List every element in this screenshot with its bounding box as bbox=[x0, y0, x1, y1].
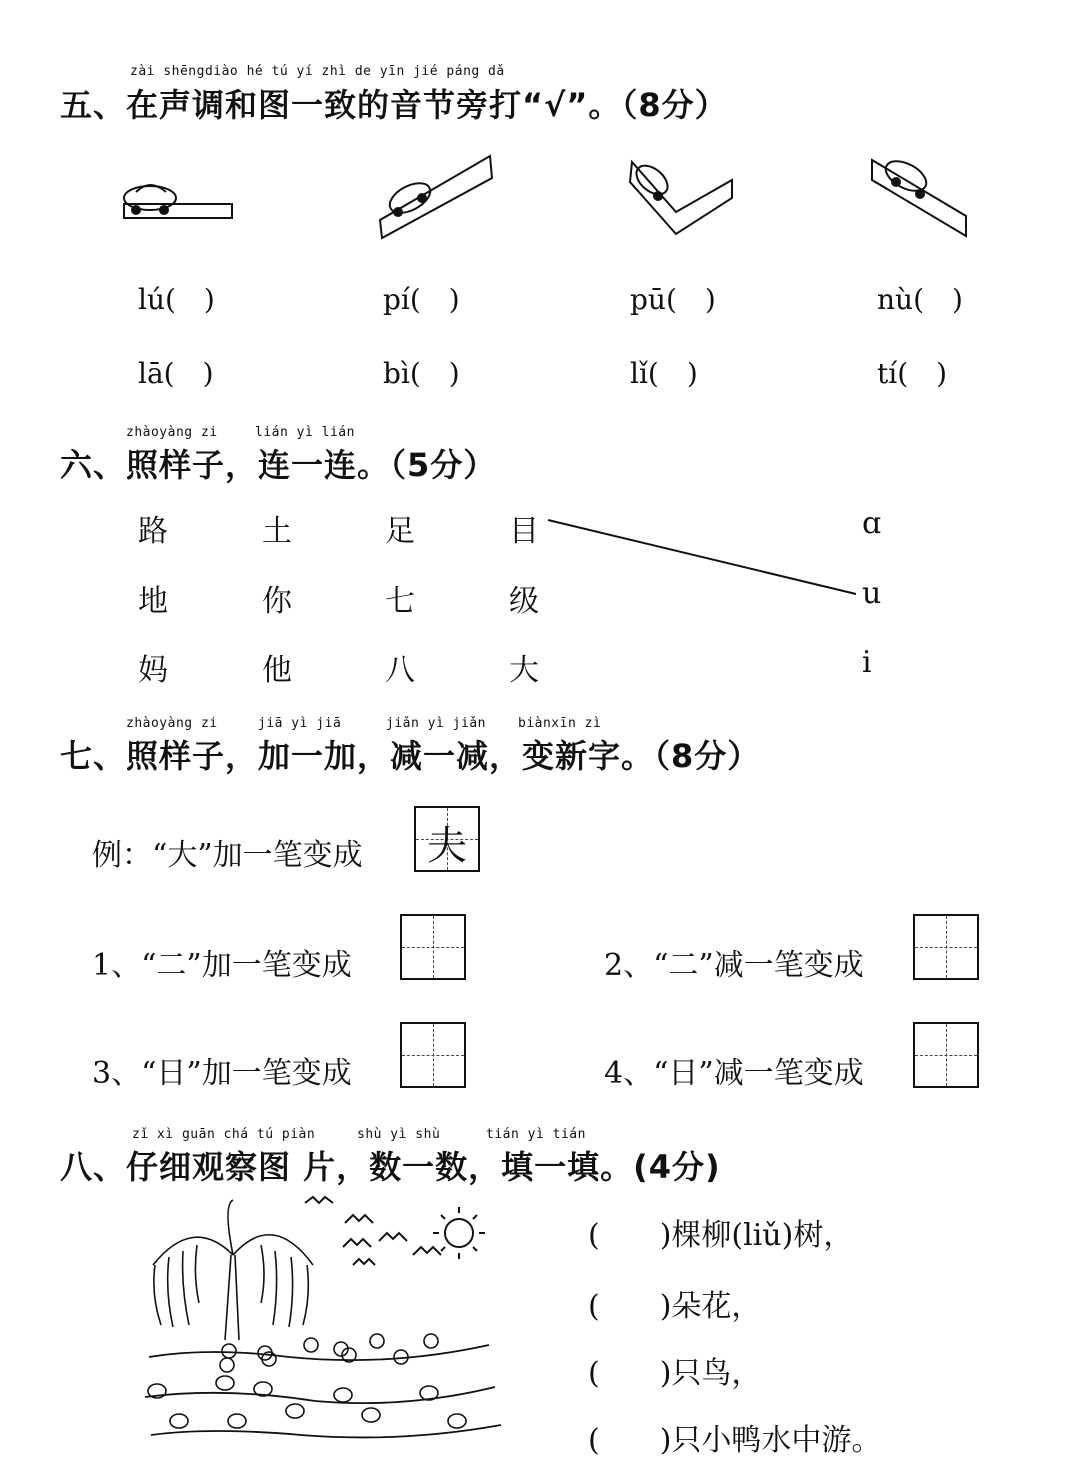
char-ta[interactable]: 他 bbox=[262, 653, 292, 688]
section8-pinyin-b: shù yì shù bbox=[357, 1127, 441, 1142]
section8-pinyin-c: tián yì tián bbox=[486, 1127, 586, 1142]
item3-answer-box[interactable] bbox=[400, 1022, 466, 1088]
item1-line: 1、“二”加一笔变成 bbox=[92, 948, 352, 983]
syllable-lu[interactable]: lú( ) bbox=[138, 283, 215, 316]
syllable-li[interactable]: lǐ( ) bbox=[630, 357, 698, 390]
count-ducks-line[interactable]: ( )只小鸭水中游。 bbox=[588, 1423, 882, 1458]
birds-group bbox=[305, 1197, 441, 1265]
ducks-group bbox=[148, 1376, 466, 1428]
section8-pinyin-a: zǐ xì guān chá tú piàn bbox=[132, 1127, 316, 1142]
char-da[interactable]: 大 bbox=[509, 653, 539, 688]
count-willow-line[interactable]: ( )棵柳(liǔ)树， bbox=[588, 1218, 854, 1253]
tone-pictures bbox=[110, 150, 1010, 260]
count-flowers-line[interactable]: ( )朵花， bbox=[588, 1289, 762, 1324]
section5-pinyin: zài shēngdiào hé tú yí zhì de yīn jié páng dǎ bbox=[130, 64, 505, 79]
char-ba[interactable]: 八 bbox=[385, 653, 415, 688]
rising-road-car-image bbox=[380, 156, 492, 238]
item3-line: 3、“日”加一笔变成 bbox=[92, 1056, 352, 1091]
item1-answer-box[interactable] bbox=[400, 914, 466, 980]
vowel-i[interactable]: i bbox=[862, 645, 872, 680]
section7-pinyin-d: biànxīn zì bbox=[518, 716, 602, 731]
example-line: 例：“大”加一笔变成 bbox=[92, 838, 363, 873]
pond-scene-image bbox=[135, 1185, 505, 1451]
syllable-ti[interactable]: tí( ) bbox=[877, 357, 948, 390]
dip-road-car-image bbox=[630, 160, 732, 234]
char-tu[interactable]: 土 bbox=[262, 514, 292, 549]
section7-pinyin-b: jiā yì jiā bbox=[258, 716, 342, 731]
vowel-u[interactable]: u bbox=[862, 576, 882, 611]
char-ni[interactable]: 你 bbox=[262, 584, 292, 619]
item4-line: 4、“日”减一笔变成 bbox=[604, 1056, 864, 1091]
char-ma[interactable]: 妈 bbox=[138, 653, 168, 688]
syllable-nu[interactable]: nù( ) bbox=[877, 283, 963, 316]
char-qi[interactable]: 七 bbox=[385, 584, 415, 619]
section7-title: 七、照样子，加一加，减一减，变新字。（8分） bbox=[60, 737, 761, 775]
pond-water bbox=[145, 1345, 501, 1437]
syllable-pi[interactable]: pí( ) bbox=[383, 283, 460, 316]
char-zu[interactable]: 足 bbox=[385, 514, 415, 549]
section7-pinyin-a: zhàoyàng zi bbox=[126, 716, 218, 731]
section6-title: 六、照样子，连一连。（5分） bbox=[60, 446, 497, 484]
falling-road-car-image bbox=[872, 155, 966, 236]
willow-tree bbox=[153, 1200, 313, 1340]
item4-answer-box[interactable] bbox=[913, 1022, 979, 1088]
section8-title: 八、仔细观察图 片，数一数，填一填。(4分) bbox=[60, 1148, 721, 1186]
char-lu[interactable]: 路 bbox=[138, 514, 168, 549]
syllable-la[interactable]: lā( ) bbox=[138, 357, 214, 390]
sun-icon bbox=[433, 1207, 485, 1259]
example-answer-box bbox=[414, 806, 480, 872]
section7-pinyin-c: jiǎn yì jiǎn bbox=[386, 716, 486, 731]
char-mu[interactable]: 目 bbox=[509, 514, 539, 549]
syllable-pu[interactable]: pū( ) bbox=[630, 283, 716, 316]
section5-title: 五、在声调和图一致的音节旁打“√”。（8分） bbox=[60, 86, 728, 124]
item2-line: 2、“二”减一笔变成 bbox=[604, 948, 864, 983]
section6-pinyin-b: lián yì lián bbox=[255, 425, 355, 440]
char-ji[interactable]: 级 bbox=[509, 584, 539, 619]
flat-road-car-image bbox=[124, 185, 232, 218]
char-di[interactable]: 地 bbox=[138, 584, 168, 619]
vowel-a[interactable]: ɑ bbox=[862, 506, 882, 541]
syllable-bi[interactable]: bì( ) bbox=[383, 357, 460, 390]
count-birds-line[interactable]: ( )只鸟， bbox=[588, 1356, 762, 1391]
example-answer-char: 夫 bbox=[427, 823, 467, 869]
item2-answer-box[interactable] bbox=[913, 914, 979, 980]
section6-pinyin-a: zhàoyàng zi bbox=[126, 425, 218, 440]
